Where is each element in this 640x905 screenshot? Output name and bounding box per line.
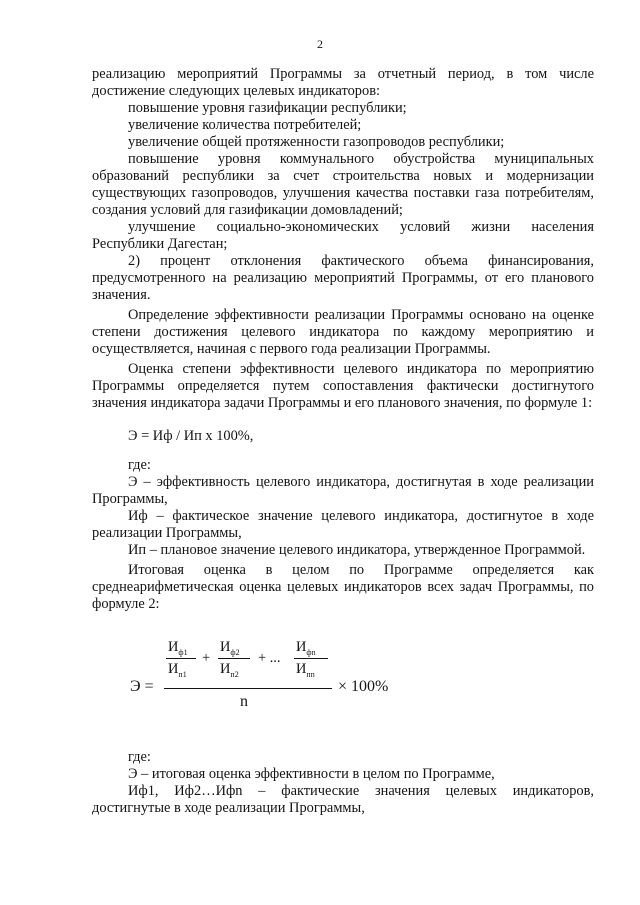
- list-item: повышение уровня газификации республики;: [128, 100, 407, 116]
- page-number: 2: [317, 37, 323, 51]
- formula-2-den1: $И_{п1}$: [168, 661, 187, 679]
- where-label: где:: [128, 457, 151, 473]
- formula-2-lhs: Э =: [130, 678, 154, 695]
- formula-2-denominator: n: [240, 693, 248, 710]
- paragraph: реализацию мероприятий Программы за отчетный период, в том числе достижение следующих целевых индикаторов:: [92, 66, 594, 99]
- main-fraction-line: [164, 688, 332, 689]
- formula-2-den3: $И_{пn}$: [296, 661, 315, 679]
- paragraph: Определение эффективности реализации Программы основано на оценке степени достижения целевого индикатора по каждому мероприятию и осуществляется, начиная с первого года реализации Программы.: [92, 307, 594, 357]
- fraction-line: [166, 658, 196, 659]
- fraction-line: [294, 658, 328, 659]
- paragraph: Оценка степени эффективности целевого индикатора по мероприятию Программы определяется путем сопоставления фактически достигнутого значения индикатора задачи Программы и его планового значения, по формуле 1:: [92, 361, 594, 411]
- document-body: [92, 66, 594, 817]
- list-item: 2) процент отклонения фактического объема финансирования, предусмотренного на реализацию мероприятий Программы, от его планового значения.: [92, 253, 594, 303]
- definition: Э – итоговая оценка эффективности в целом по Программе,: [128, 766, 495, 782]
- where-label: где:: [128, 749, 151, 765]
- formula-2-plus2: + ...: [258, 650, 281, 666]
- formula-2-den2: $И_{п2}$: [220, 661, 239, 679]
- definition: Э – эффективность целевого индикатора, достигнутая в ходе реализации Программы,: [92, 474, 594, 507]
- formula-2-plus1: +: [202, 650, 211, 666]
- list-item: увеличение количества потребителей;: [128, 117, 362, 133]
- formula-2-num3: $И_{фn}$: [296, 639, 316, 657]
- formula-2: [92, 623, 594, 741]
- formula-1: Э = Иф / Ип х 100%,: [128, 428, 254, 444]
- formula-2-suffix: × 100%: [338, 678, 389, 695]
- definition: Ип – плановое значение целевого индикатора, утвержденное Программой.: [128, 542, 586, 558]
- paragraph: Итоговая оценка в целом по Программе определяется как среднеарифметическая оценка целевых индикаторов всех задач Программы, по формуле 2:: [92, 562, 594, 612]
- list-item: увеличение общей протяженности газопроводов республики;: [128, 134, 505, 150]
- definition: Иф – фактическое значение целевого индикатора, достигнутое в ходе реализации Программы,: [92, 508, 594, 541]
- formula-2-num2: $И_{ф2}$: [220, 639, 240, 657]
- formula-2-num1: $И_{ф1}$: [168, 639, 188, 657]
- fraction-line: [218, 658, 250, 659]
- definition: Иф1, Иф2…Ифn – фактические значения целевых индикаторов, достигнутые в ходе реализации Программы,: [92, 783, 594, 816]
- list-item: повышение уровня коммунального обустройства муниципальных образований республики за счет строительства новых и модернизации существующих газопроводов, улучшения качества поставки газа потребителям, создания условий для газификации домовладений;: [92, 151, 594, 218]
- list-item: улучшение социально-экономических условий жизни населения Республики Дагестан;: [92, 219, 594, 252]
